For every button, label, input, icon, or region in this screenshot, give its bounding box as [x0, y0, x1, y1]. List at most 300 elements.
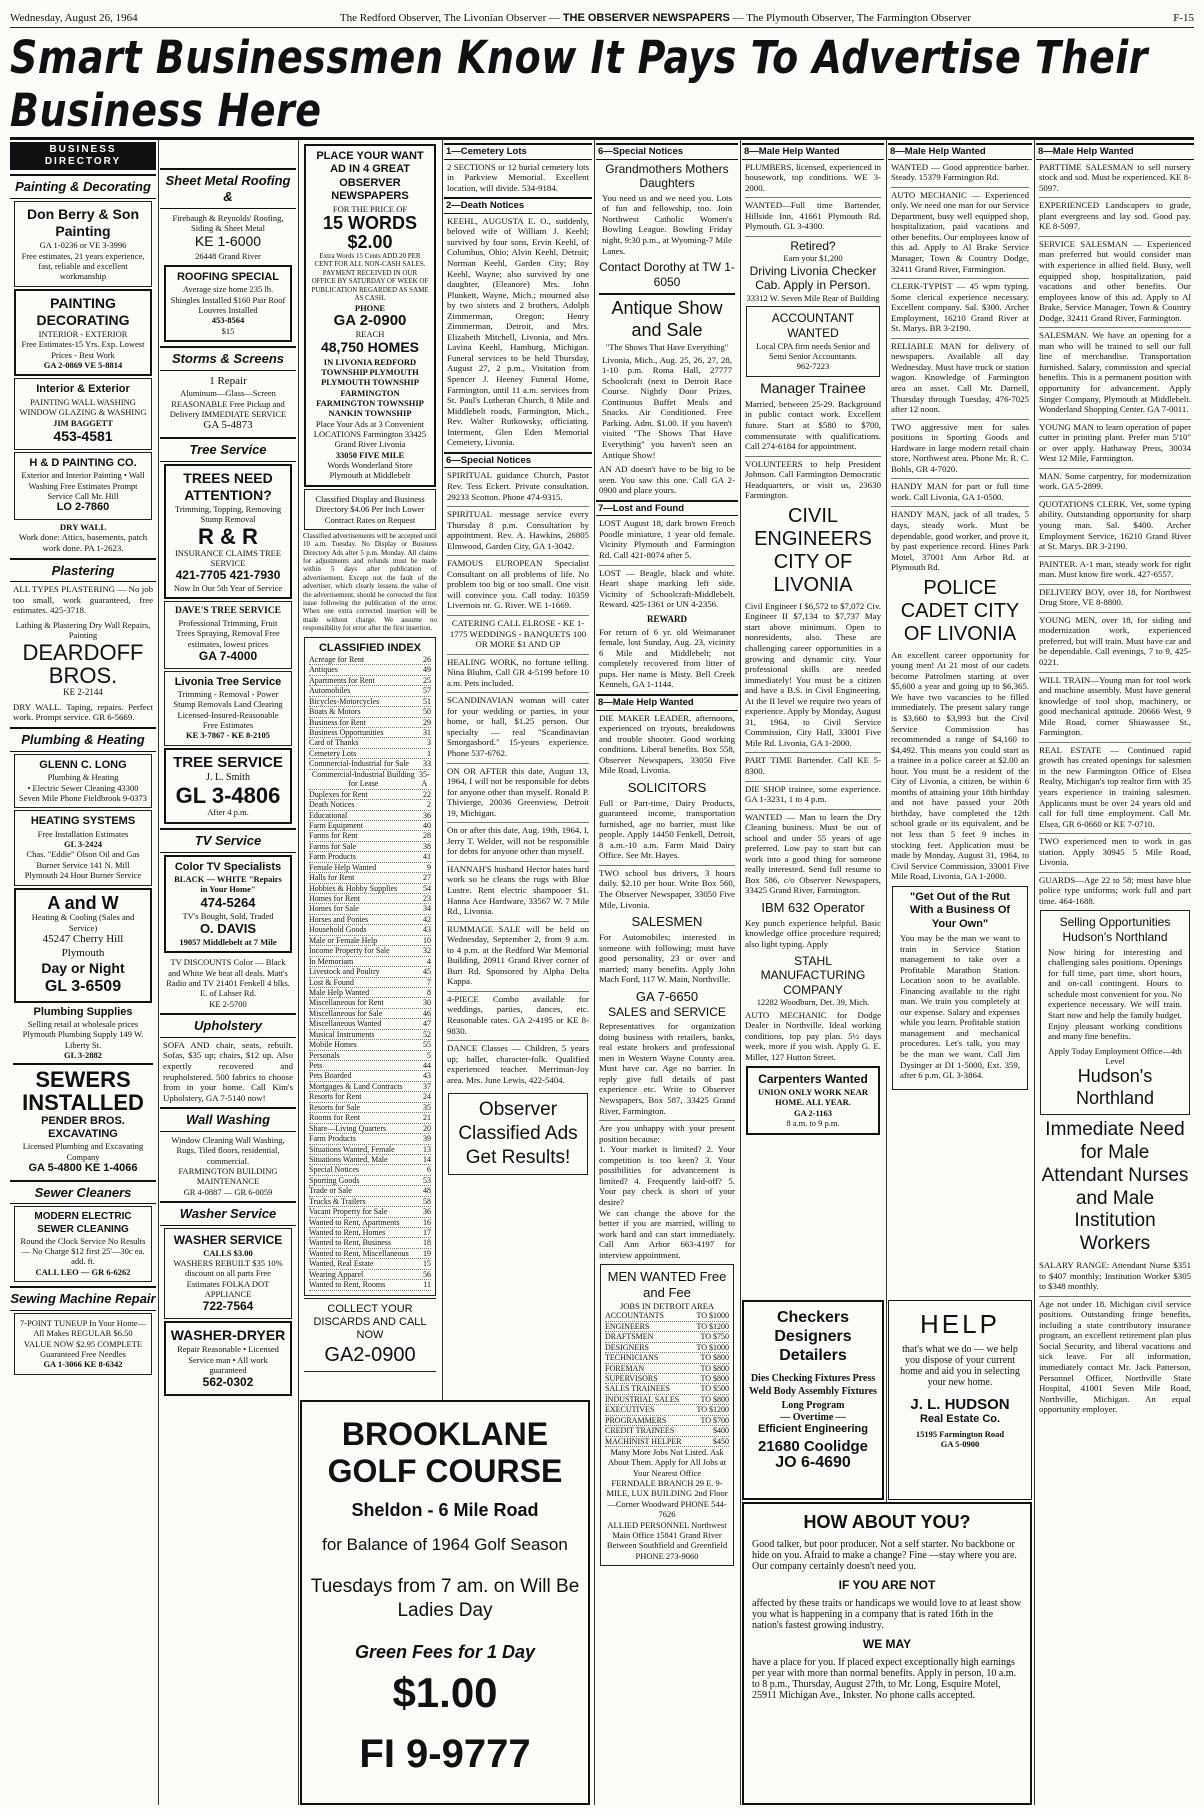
classified-index-row [309, 1165, 431, 1175]
index-category-number: 7 [427, 977, 431, 987]
index-category-number: 48 [423, 1186, 431, 1196]
classified-index-row [309, 852, 431, 862]
classified-index-row [309, 978, 431, 988]
index-category-name: Antiques [309, 665, 338, 675]
column-rule [158, 140, 159, 1805]
classified-index-row [309, 1040, 431, 1050]
index-category-number: 35-A [419, 769, 430, 789]
job-title: PROGRAMMERS [605, 1415, 667, 1425]
index-category-number: 18 [423, 1238, 431, 1248]
index-category-number: 2 [427, 800, 431, 810]
death-notice: KEEHL, AUGUSTA E. O., suddenly, beloved wife of William J. Keehl; survived by four sons, Ervin Keehl, of Columbus, Ohio; Alvin Keehl, Detroit; Norman Keehl, Garden City; Roy Keehl, Wayne; also survived by one daughter, (Eleanore) Mrs. John Plunkett, Wayne, Mich.; mourned also by two sisters and 2 brothers, Adolph Zimmerman, Oregon; Henry Zimmerman, Detroit, and Mrs. Elizabeth Mitchell, Livonia, and Mrs. Lavina Keehl, Hamburg, Michigan. Funeral services to be held Thursday, August 27, 2 p.m., Visitation from Spencer J. Heeney Funeral Home, Farmington, until 11 a.m. services from St. Paul's Lutheran Church, 8 Mile and Middlebelt roads, Farmington, Mich., Rev. Walter Rutkowsky, officiating. Interment, Glen Eden Memorial Cemetery, Livonia. [447, 215, 589, 448]
repair-ad: 1 Repair Aluminum—Glass—Screen REASONABLE Free Pickup and Delivery IMMEDIATE SERVICE GA 5-4873 [169, 374, 287, 432]
index-category-number: 30 [423, 998, 431, 1008]
tree-category: Tree Service [160, 437, 296, 462]
job-row [605, 1353, 729, 1363]
index-category-name: Personals [309, 1050, 340, 1060]
male-help-heading: 8—Male Help Wanted [742, 143, 884, 160]
classified-index-row [309, 821, 431, 831]
die-shop-ad: DIE SHOP trainee, some experience. GA 1-3231, 1 to 4 p.m. [745, 781, 881, 805]
manager-trainee-ad: Married, between 25-29. Background in public contact work. Excellent future. Start at $580 to $700, commensurate with qualifications. Call 274-6184 for appointment. [745, 398, 881, 452]
index-category-number: 41 [423, 852, 431, 862]
healing-ad: HEALING WORK, no fortune telling. Nina Bluhm, Call GR 4-5199 before 10 a.m. Pets included. [447, 654, 589, 689]
delivery-boy-ad: DELIVERY BOY, over 18, for Northwest Drug Store, VE 8-8800. [1039, 584, 1191, 608]
hudson-real-estate-ad: HELP that's what we do — we help you dispose of your current home and aid you in selecting your new home. J. L. HUDSON Real Estate Co. 15195 Farmington Road GA 5-0900 [888, 1300, 1032, 1500]
index-category-number: 56 [423, 1269, 431, 1279]
index-category-name: In Memoriam [309, 956, 354, 966]
heating-systems-ad: HEATING SYSTEMS Free Installation Estimates GL 3-2424 Chas. "Eddie" Olson Oil and Gas Burner Service 141 N. Mill Plymouth 24 Hour Burner Service [14, 810, 152, 885]
index-category-name: Wanted to Rent, Business [309, 1238, 392, 1248]
wall-washing-ad: Window Cleaning Wall Washing, Rugs, Tiled floors, residential, commercial. FARMINGTON BUILDING MAINTENANCE GR 4-0887 — GR 6-0059 [171, 1135, 285, 1197]
handy-man-ad: HANDY MAN for part or full time work. Call Livonia, GA 1-0500. [891, 478, 1029, 502]
index-category-name: Automobiles [309, 686, 351, 696]
drywall-taping-ad: DRY WALL. Taping, repairs. Perfect work. Prompt service. GR 6-5669. [13, 701, 153, 723]
painting-category: Painting & Decorating [10, 174, 156, 199]
classified-index-row [309, 1218, 431, 1228]
classified-index-row [309, 1238, 431, 1248]
banner-headline: Smart Businessmen Know It Pays To Advertise Their Business Here [10, 30, 1149, 137]
index-category-number: 13 [423, 1144, 431, 1154]
dry-wall-ad: DRY WALL Work done: Attics, basements, patch work done. PA 1-2623. [18, 521, 148, 553]
index-category-name: Cemetery Lots [309, 748, 357, 758]
index-category-name: Duplexes for Rent [309, 789, 368, 799]
classified-index-row [309, 1249, 431, 1259]
death-heading: 2—Death Notices [444, 197, 592, 214]
index-category-name: Miscellaneous for Rent [309, 998, 384, 1008]
index-category-name: Horses and Ponies [309, 914, 369, 924]
index-category-name: Boats & Motors [309, 707, 361, 717]
index-category-name: Mobile Homes [309, 1040, 357, 1050]
index-category-name: Wanted to Rent, Apartments [309, 1217, 400, 1227]
deardoff-ad: Lathing & Plastering Dry Wall Repairs, Painting DEARDOFF BROS. KE 2-2144 [15, 620, 151, 697]
job-row [605, 1405, 729, 1415]
police-cadet-ad: An excellent career opportunity for young men! At 21 most of our cadets become Patrolmen starting at over $5,600 a year and going up to $6,365. We have two vacancies to be filled immediately. The present salary range is $3,660 to $3,993 but the Civil Service Commission has recommended a range of $4,160 to $4,492. This means you could start as a trainee in a police career at $2.00 an hour. You must be a resident of the City of Livonia, a citizen, be within 6 months of attaining your 18th birthday and not have passed your 20th birthday, have completed the 12th school grade or its equivalent, and be not less than 5 feet 9 inches in stocking feet. Application must be made by Monday, August 31, 1964, to Civil Service Commission, 33001 Five Mile Road, Livonia, GA 1-2000. [891, 649, 1029, 882]
male-help-heading: 8—Male Help Wanted [1036, 143, 1194, 160]
marathon-ad: "Get Out of the Rut With a Business Of Your Own" You may be the man we want to train in Service Station management to take over a Profitable Marathon Station. Location soon to be available. Financing available to the right man. We train you completely at our expense. Salary and expenses while you learn. Profitable station management and mechanical procedures. Let's talk, you may be the man we want. Call Jim Dysinger at DI 1-5000, Ext. 359, after 6 p.m. GL 3-3864. [892, 886, 1028, 1090]
sewer-category: Sewer Cleaners [10, 1180, 156, 1205]
index-category-name: Situations Wanted, Male [309, 1154, 388, 1164]
washer-category: Washer Service [160, 1201, 296, 1226]
index-category-name: Miscellaneous Wanted [309, 1019, 382, 1029]
classified-index-row [309, 707, 431, 717]
spiritual-ad: SPIRITUAL guidance Church, Pastor Rev. Tess Eckert. Private consultation. 29233 Scotton. Phone 474-9315. [447, 470, 589, 502]
classified-index-row [309, 1186, 431, 1196]
scandinavian-ad: SCANDINAVIAN woman will cater for your wedding or parties, in your home, or hall, $1.25 person. Our specialty — real "Scandinavian Smorgasbord." 15-years experience. Phone 537-6762. [447, 692, 589, 758]
sewers-ad: SEWERS INSTALLED PENDER BROS. EXCAVATING Licensed Plumbing and Excavating Company GA 5-4800 KE 1-4066 [13, 1063, 153, 1175]
classified-index-row [309, 957, 431, 967]
quotations-clerk-ad: QUOTATIONS CLERK. Vet, some typing ability. Outstanding opportunity for sharp young man. Sal. $400. Archer Employment Service, 16210 Grand River at St. Marys. BR 3-2190. [1039, 496, 1191, 552]
apprentice-barber-ad: WANTED — Good apprentice barber. Steady. 15379 Farmington Rd. [891, 161, 1029, 183]
index-category-number: 46 [423, 1008, 431, 1018]
classified-index-row [309, 1270, 431, 1280]
index-category-name: Pets Boarded [309, 1071, 352, 1081]
directory-header: BUSINESS DIRECTORY [10, 142, 156, 170]
checkers-designers-ad: Checkers Designers Detailers Dies Checking Fixtures Press Weld Body Assembly Fixtures Long Program — Overtime — Efficient Engineering 21680 Coolidge JO 6-4690 [742, 1300, 884, 1500]
index-category-name: Rooms for Rent [309, 1113, 361, 1123]
index-category-number: 35 [423, 1102, 431, 1112]
index-category-name: Farms for Sale [309, 841, 357, 851]
index-category-name: Card of Thanks [309, 738, 359, 748]
job-pay: TO $1000 [696, 1342, 729, 1352]
service-salesman-ad: SERVICE SALESMAN — Experienced man preferred but would consider man with experience in allied field. Busy, well equipped shop, hospitalization, paid vacations and other benefits. Our employees know of this ad. Apply to Al Brake, Service Manager, Town & Country Dodge, 32411 Grand River, Farmington. [1039, 236, 1191, 323]
paper-cutter-ad: YOUNG MAN to learn operation of paper cutter in printing plant. Prefer man 5'10" or over apply. Hathaway Press, 30034 West 12 Mile, Farmington. [1039, 419, 1191, 464]
classified-index-row [309, 1061, 431, 1071]
classified-index: CLASSIFIED INDEX Acreage for Rent 26 Antiques 49 Apartments for Rent 25 Automobiles 57 Bicycles-Motorcycles 51 Boats & Motors 50 Business for Rent 29 Business Opportunities 31 Card of Thanks 3 Cemetery Lots 1 Commercial-Industrial for Sale 33 Commercial-Industrial Building for Lease 35-A Duplexes for Rent 22 Death Notices 2 Educational 36 Farm Equipment 40 Farms for Rent 28 Farms for Sale 38 Farm Products 41 Female Help Wanted 9 Halls for Rent 27 Hobbies & Hobby Supplies 54 Homes for Rent 23 Homes for Sale 34 Horses and Ponies 42 Household Goods 43 Male or Female Help 10 Income Property for Sale 32 In Memoriam 4 Livestock and Poultry 45 Lost & Found 7 Male Help Wanted 8 Miscellaneous for Rent 30 Miscellaneous for Sale 46 Miscellaneous Wanted 47 Musical Instruments 52 Mobile Homes 55 Personals 5 Pets 44 Pets Boarded 43 Mortgages & Land Contracts 37 Resorts for Rent 24 Resorts for Sale 35 Rooms for Rent 21 Share—Living Quarters 20 Farm Products 39 Situations Wanted, Female 13 Situations Wanted, Male 14 Special Notices 6 Sporting Goods 53 Trade or Sale 48 Trucks & Trailers 58 Vacant Property for Sale 36 Wanted to Rent, Apartments 16 Wanted to Rent, Homes 17 Wanted to Rent, Business 18 Wanted to Rent, Miscellaneous 19 Wanted, Real Estate 15 Wearing Apparel 56 Wanted to Rent, Rooms 11 [304, 637, 436, 1296]
index-category-number: 14 [423, 1154, 431, 1164]
directory-column [10, 140, 156, 1805]
index-category-number: 21 [423, 1113, 431, 1123]
painting-decorating-ad: PAINTING DECORATING INTERIOR - EXTERIOR Free Estimates-15 Yrs. Exp. Lowest Prices - Best Work GA 2-0869 VE 5-8814 [14, 289, 152, 377]
auto-mechanic-dodge-ad: AUTO MECHANIC for Dodge Dealer in Northville. Ideal working conditions, top pay plan. 5½ days week, more if you wish. Apply G. E. Miller, 127 Hutton Street. [745, 1009, 881, 1062]
index-category-number: 51 [423, 696, 431, 706]
index-category-name: Female Help Wanted [309, 862, 377, 872]
index-category-name: Homes for Rent [309, 894, 361, 904]
job-title: DESIGNERS [605, 1342, 650, 1352]
classified-index-row [309, 1145, 431, 1155]
index-category-number: 4 [427, 956, 431, 966]
index-category-name: Male Help Wanted [309, 987, 370, 997]
issue-date: Wednesday, August 26, 1964 [10, 11, 138, 24]
classified-index-row [309, 1197, 431, 1207]
classified-index-row [309, 728, 431, 738]
job-pay: TO $1200 [696, 1321, 729, 1331]
salesmen-ad: For Automobiles; interested in someone with following; must have good personality, 23 or over and married; many benefits. Apply John Mach Ford, 117 W. Main, Northville. [599, 931, 735, 985]
index-category-name: Farm Products [309, 1134, 356, 1144]
classified-index-row [309, 1019, 431, 1029]
index-category-number: 10 [423, 935, 431, 945]
column-rule [740, 140, 741, 1805]
index-category-number: 6 [427, 1165, 431, 1175]
classified-index-row [309, 1207, 431, 1217]
index-category-name: Mortgages & Land Contracts [309, 1081, 403, 1091]
index-category-number: 8 [427, 987, 431, 997]
combo-ad: 4-PIECE Combo available for weddings, parties, dances, etc. Reasonable rates. GA 2-4195 or KE 8-9830. [447, 991, 589, 1036]
dry-cleaning-ad: WANTED — Man to learn the Dry Cleaning business. Must be out of school and under 55 years of age preferred. Low pay to start but can work into a good thing for someone really interested. Send full resume to Box 586, c/o Observer Newspapers, 33425 Grand River, Farmington. [745, 809, 881, 896]
job-title: CREDIT TRAINEES [605, 1426, 675, 1436]
upholstery-ad: SOFA AND chair, seats, rebuilt. Sofas, $35 up; chairs, $12 up. Also expertly recovered and reupholstered. 500 fabrics to choose from in your home. Call Kim's Upholstery, GA 7-5140 now! [163, 1039, 293, 1103]
masthead-papers: The Redford Observer, The Livonian Observer — THE OBSERVER NEWSPAPERS — The Plymouth Observer, The Farmington Observer [339, 11, 972, 24]
singer-salesman-ad: SALESMAN. We have an opening for a man who will be trained to sell our full line of merchandise. Transportation furnished. Salary, commission and special benefits. This is a permanent position with opportunity for advancement. Apply Singer Company, Plymouth at Middlebelt. Wonderland Shopping Center. GA 7-0011. [1039, 327, 1191, 414]
landscapers-ad: EXPERIENCED Landscapers to grade, plant evergreens and lay sod. Good pay. KE 8-5097. [1039, 197, 1191, 232]
index-category-name: Farm Products [309, 852, 356, 862]
job-row [605, 1343, 729, 1353]
classified-index-row [309, 946, 431, 956]
color-tv-ad: Color TV Specialists BLACK — WHITE "Repairs in Your Home" 474-5264 TV's Bought, Sold, Traded O. DAVIS 19057 Middlebelt at 7 Mile [164, 855, 292, 954]
job-row [605, 1332, 729, 1342]
column-rule [298, 140, 299, 1805]
index-category-number: 9 [427, 862, 431, 872]
index-category-number: 37 [423, 1081, 431, 1091]
male-help-heading: 8—Male Help Wanted [596, 694, 738, 711]
a-and-w-ad: A and W Heating & Cooling (Sales and Service) 45247 Cherry Hill Plymouth Day or Night GL 3-6509 [14, 888, 152, 1003]
tv-category: TV Service [160, 828, 296, 853]
index-category-name: Situations Wanted, Female [309, 1144, 395, 1154]
index-category-number: 36 [423, 1207, 431, 1217]
index-category-number: 36 [423, 810, 431, 820]
handy-man-ad-2: HANDY MAN, jack of all trades, 5 days, steady work. Must be dependable, good worker, and prove it, by past experience record. Hines Park Motel, 37001 Ann Arbor Rd. at Plymouth Rd. [891, 506, 1029, 572]
job-title: SALES TRAINEES [605, 1384, 670, 1394]
job-pay: TO $800 [700, 1394, 729, 1404]
job-title: INDUSTRIAL SALES [605, 1394, 680, 1404]
index-category-name: Wanted to Rent, Rooms [309, 1280, 386, 1290]
reward-heading: REWARD [646, 613, 687, 624]
classified-index-row [309, 811, 431, 821]
index-category-number: 27 [423, 873, 431, 883]
index-category-name: Homes for Sale [309, 904, 359, 914]
classified-index-row [309, 1155, 431, 1165]
lost-poodle-ad: LOST August 18, dark brown French Poodle miniature, 1 year old female. Vicinity Plymouth and Farmington Rd. Call 421-8074 after 5. [599, 518, 735, 560]
male-help-column-3 [1036, 140, 1194, 1805]
index-category-number: 11 [423, 1280, 431, 1290]
special-notices-column [596, 140, 738, 1805]
job-title: MACHINIST HELPER [605, 1436, 682, 1446]
job-row [605, 1364, 729, 1374]
accountant-ad: ACCOUNTANT WANTED Local CPA firm needs Senior and Semi Senior Accountants. 962-7223 [746, 306, 880, 376]
index-category-name: Sporting Goods [309, 1175, 360, 1185]
index-category-number: 55 [423, 1040, 431, 1050]
catering-ad: CATERING CALL ELROSE - KE 1-1775 WEDDINGS - BANQUETS 100 OR MORE $1 AND UP [447, 615, 589, 650]
observer-classified-ad: Observer Classified Ads Get Results! [448, 1093, 588, 1174]
sheet-metal-category: Sheet Metal Roofing & [160, 168, 296, 209]
index-category-name: Special Notices [309, 1165, 359, 1175]
classified-index-row [309, 1092, 431, 1102]
index-category-name: Miscellaneous for Sale [309, 1008, 383, 1018]
guards-ad: GUARDS—Age 22 to 58; must have blue police type uniforms; work full and part time. 464-1688. [1039, 872, 1191, 907]
plumbers-ad: PLUMBERS, licensed, experienced in housework, top conditions. WE 3-2000. [745, 161, 881, 193]
reward-ad: For return of 6 yr. old Weimaraner female, lost Sunday, Aug. 23, vicinity 6 Mile and Middlebelt; not completely recovered from litter of pups. Her name is Misty. Bell Creek Kennels, GA 1-1144. [599, 626, 735, 690]
attendant-nurses-heading: Immediate Need for Male Attendant Nurses and Male Institution Workers [1041, 1119, 1189, 1255]
will-train-ad: WILL TRAIN—Young man for tool work and machine assembly. Must have general knowledge of tool shop, machinery, or good mechanical aptitude. 20666 West, 9 Mile Road, corner Shiawassee St., Farmington. [1039, 672, 1191, 738]
index-category-number: 3 [427, 738, 431, 748]
classified-index-row [309, 749, 431, 759]
cemetery-ad: 2 SECTIONS or 12 burial cemetery lots in Parkview Memorial. Excellent location, will divide. 534-9184. [447, 161, 589, 193]
grandmothers-ad: Grandmothers Mothers Daughters You need us and we need you. Lots of fun and fellowship, too. Join Northwest Catholic Women's Bowling League. Bowling Friday night, 9:30 p.m., at Wyoming-7 Mile Lanes. Contact Dorothy at TW 1-6050 [599, 161, 735, 289]
sewing-category: Sewing Machine Repair [10, 1286, 156, 1311]
job-row [605, 1416, 729, 1426]
index-category-name: Death Notices [309, 800, 355, 810]
index-category-name: Acreage for Rent [309, 654, 365, 664]
index-category-name: Halls for Rent [309, 873, 355, 883]
index-category-number: 15 [423, 1259, 431, 1269]
index-category-number: 43 [423, 1071, 431, 1081]
die-maker-ad: DIE MAKER LEADER, afternoons, experienced on tryouts, breakdowns and trouble shooter. Good working conditions. Liberal benefits. Box 558, Observer Newspapers, 33050 Five Mile Road, Livonia. [599, 712, 735, 776]
index-category-number: 50 [423, 707, 431, 717]
tuneup-ad: 7-POINT TUNEUP In Your Home—All Makes REGULAR $6.50 VALUE NOW $2.95 COMPLETE Guaranteed Free Needles GA 1-3066 KE 8-6342 [14, 1313, 152, 1375]
plastering-ad: ALL TYPES PLASTERING — No job too small, work guaranteed, free estimates. 425-3718. [13, 584, 153, 616]
salary-range-ad: SALARY RANGE: Attendant Nurse $351 to $407 monthly; Institution Worker $305 to $348 monthly. [1039, 1260, 1191, 1292]
salesmen-heading: SALESMEN [631, 914, 703, 930]
salesmen-phone: GA 7-6650 [635, 988, 699, 1004]
rates-box: PLACE YOUR WANT AD IN 4 GREAT OBSERVER NEWSPAPERS FOR THE PRICE OF 15 WORDS $2.00 Extra Words 15 Cents ADD 20 PER CENT FOR ALL NON-CASH SALES. PAYMENT RECEIVED IN OUR OFFICE BY SATURDAY OF WEEK OF PUBLICATION REGARDED AS SAME AS CASH. PHONE GA 2-0900 REACH 48,750 HOMES IN LIVONIA REDFORD TOWNSHIP PLYMOUTH PLYMOUTH TOWNSHIP FARMINGTON FARMINGTON TOWNSHIP NANKIN TOWNSHIP Place Your Ads at 3 Convenient LOCATIONS Farmington 33425 Grand River Livonia 33050 FIVE MILE Words Wonderland Store Plymouth at Middlebelt [304, 144, 436, 487]
index-category-number: 16 [423, 1217, 431, 1227]
ad-policy: Classified advertisements will be accepted until 10 a.m. Tuesday. No Display or Business Directory Ads after 5 p.m. Monday. All claims for adjustments and refunds must be made within 5 days after publication of advertisement. Except not the fault of the advertiser, which clearly lessens the value of the advertisement, should be corrected the first issue following the publication of the error. When one extra corrected insertion will be made without charge. We assume no responsibility for error after the first insertion. [303, 531, 437, 633]
reliable-man-ad: RELIABLE MAN for delivery of newspapers. Available all day Wednesday. Must have truck or station wagon. Knowledge of Farmington area an asset. Call Mr. Darnell, Thursday through Tuesday, 476-7025 after 12 noon. [891, 338, 1029, 415]
job-title: SUPERVISORS [605, 1373, 658, 1383]
job-pay: $400 [713, 1426, 729, 1436]
index-category-number: 44 [423, 1061, 431, 1071]
checker-cab-ad: Retired? Earn your $1,200 Driving Livonia Checker Cab. Apply in Person. 33312 W. Seven Mile Rear of Building [745, 236, 881, 304]
lost-found-heading: 7—Lost and Found [596, 500, 738, 517]
index-category-number: 47 [423, 1019, 431, 1029]
index-category-name: Male or Female Help [309, 935, 378, 945]
classified-index-row [309, 925, 431, 935]
classified-index-row [309, 894, 431, 904]
washer-service-ad: WASHER SERVICE CALLS $3.00 WASHERS REBUILT $35 10% discount on all parts Free Estimates FOLKA DOT APPLIANCE 722-7564 [164, 1228, 292, 1319]
roofing-special-ad: ROOFING SPECIAL Average size home 235 lb. Shingles Installed $160 Pair Roof Louvres Installed 453-8564 $15 [164, 265, 292, 342]
job-pay: $450 [713, 1436, 729, 1446]
part-time-bartender-ad: PART TIME Bartender. Call KE 5-8300. [745, 752, 881, 776]
job-title: EXECUTIVES [605, 1405, 655, 1415]
job-row [605, 1437, 729, 1447]
classified-index-row [309, 686, 431, 696]
don-berry-ad: Don Berry & Son Painting GA 1-0236 or VE 3-3996 Free estimates, 21 years experience, fast, reliable and excellent workmanship [14, 201, 152, 287]
index-category-name: Vacant Property for Sale [309, 1207, 388, 1217]
index-category-name: Musical Instruments [309, 1029, 375, 1039]
index-category-name: Commercial-Industrial Building for Lease [311, 769, 415, 789]
index-category-name: Resorts for Rent [309, 1092, 362, 1102]
plumbing-supplies-ad: Plumbing Supplies Selling retail at wholesale prices Plymouth Plumbing Supply 149 W. Liberty St. GL 3-2882 [22, 1005, 144, 1061]
clerk-typist-ad: CLERK-TYPIST — 45 wpm typing. Some clerical experience necessary. Excellent company. Sal. $300. Archer Employment, 16210 Grand River at St. Marys. BR 3-2190. [891, 278, 1029, 334]
index-category-name: Apartments for Rent [309, 675, 375, 685]
bartender-ad: WANTED—Full time Bartender, Hillside Inn, 41661 Plymouth Rd. Plymouth. GL 3-4300. [745, 197, 881, 232]
carpentry-ad: MAN. Some carpentry, for modernization work. GA 5-2899. [1039, 468, 1191, 492]
solicitors-heading: SOLICITORS [627, 779, 707, 795]
index-category-name: Business Opportunities [309, 728, 384, 738]
job-row [605, 1311, 729, 1321]
rr-tree-ad: TREES NEED ATTENTION? Trimming, Topping, Removing Stump Removal R & R INSURANCE CLAIMS TREE SERVICE 421-7705 421-7930 Now In Our 5th Year of Service [164, 464, 292, 600]
classified-index-row [309, 1103, 431, 1113]
smith-tree-ad: TREE SERVICE J. L. Smith GL 3-4806 After 4 p.m. [164, 748, 292, 824]
classified-index-row [309, 1124, 431, 1134]
gas-station-ad: TWO experienced men to work in gas station. Apply 30945 5 Mile Road, Livonia. [1039, 833, 1191, 868]
real-estate-ad: REAL ESTATE — Continued rapid growth has created openings for salesmen in the new Farmington Office of Elsea Realty, Michigan's top realtor firm with 35 years experience in training salesmen. Applicants must be over 24 years old and call for full time employment. Call Mr. Elsea, GR 6-0660 or KE 7-0710. [1039, 742, 1191, 829]
job-pay: TO $800 [700, 1353, 729, 1363]
index-category-number: 5 [427, 1050, 431, 1060]
ibm-heading: IBM 632 Operator [761, 900, 865, 915]
index-category-name: Wanted to Rent, Miscellaneous [309, 1248, 409, 1258]
an-ad-ad: AN AD doesn't have to be big to be seen. You saw this one. Call GA 2-0900 and place yours. [599, 464, 735, 496]
classified-index-row [309, 1280, 431, 1290]
brooklane-golf-ad: BROOKLANE GOLF COURSE Sheldon - 6 Mile Road for Balance of 1964 Golf Season Tuesdays from 7 am. on Will Be Ladies Day Green Fees for 1 Day $1.00 FI 9-9777 [300, 1400, 590, 1805]
job-title: ACCOUNTANTS [605, 1311, 664, 1321]
antique-show-ad: Antique Show and Sale "The Shows That Have Everything" Livonia, Mich., Aug. 25, 26, 27, 28, 1-10 p.m. Roma Hall, 27777 Schoolcraft (next to Detroit Race Course. Nightly Door Prizes. Continuous Buffet Meals and Snacks. Air Conditioned. Free Parking. Adm. $1.00. If you haven't visited "The Shows That Have Everything" you haven't seen an Antique Show! [599, 293, 735, 460]
index-category-number: 32 [423, 946, 431, 956]
index-category-number: 25 [423, 675, 431, 685]
classified-index-row [309, 1051, 431, 1061]
index-category-number: 54 [423, 883, 431, 893]
classified-index-row [309, 863, 431, 873]
index-category-name: Share—Living Quarters [309, 1123, 387, 1133]
sporting-goods-ad: TWO aggressive men for sales positions in Sporting Goods and Hardware in large modern retail chain store, Northwest area. Phone Mr. R. C. Bohls, GR 4-7020. [891, 419, 1029, 475]
job-pay: TO $1200 [696, 1405, 729, 1415]
index-category-number: 42 [423, 914, 431, 924]
job-pay: TO $750 [700, 1332, 729, 1342]
plumbing-category: Plumbing & Heating [10, 727, 156, 752]
job-pay: TO $800 [700, 1363, 729, 1373]
classified-index-row [309, 1259, 431, 1269]
plastering-category: Plastering [10, 558, 156, 583]
index-category-number: 43 [423, 925, 431, 935]
index-category-number: 45 [423, 967, 431, 977]
index-category-name: Wearing Apparel [309, 1269, 364, 1279]
classified-index-row [309, 988, 431, 998]
index-category-number: 19 [423, 1248, 431, 1258]
directory-column-2 [160, 140, 296, 1805]
job-pay: TO $1000 [696, 1311, 729, 1321]
index-category-number: 33 [423, 759, 431, 769]
index-category-number: 17 [423, 1228, 431, 1238]
index-category-name: Resorts for Sale [309, 1102, 361, 1112]
debts-notice: ON OR AFTER this date, August 13, 1964, I will not be responsible for debts for anyone other than myself. Ronald P. Thivierge, 20036 Greenview, Detroit 19, Michigan. [447, 763, 589, 819]
index-category-name: Lost & Found [309, 977, 354, 987]
index-category-number: 52 [423, 1029, 431, 1039]
hudsons-northland-ad: Selling Opportunities Hudson's Northland Now hiring for interesting and challenging sales positions. Openings for full time, part time, short hours, and on-call contingent. Hours to schedule most convenient for you. No experience necessary. We will train. Start now and help the family budget. Enjoy pleasant working conditions and many fine benefits. Apply Today Employment Office—4th Level Hudson's Northland [1040, 910, 1190, 1115]
classified-index-row [309, 936, 431, 946]
job-title: FOREMAN [605, 1363, 645, 1373]
banner [10, 30, 1194, 140]
nursery-salesman-ad: PARTTIME SALESMAN to sell nursery stock and sod. Must be experienced. KE 8-5097. [1039, 161, 1191, 193]
classified-index-row [309, 655, 431, 665]
index-category-name: Trucks & Trailers [309, 1196, 366, 1206]
index-category-name: Income Property for Sale [309, 946, 390, 956]
job-row [605, 1395, 729, 1405]
job-title: TECHNICIANS [605, 1353, 659, 1363]
collect-discards-ad: COLLECT YOUR DISCARDS AND CALL NOW GA2-0900 [304, 1298, 436, 1373]
index-category-name: Household Goods [309, 925, 367, 935]
special-notices-heading: 6—Special Notices [596, 143, 738, 160]
classified-index-row [309, 665, 431, 675]
firebaugh-ad: Firebaugh & Reynolds' Roofing, Siding & Sheet Metal KE 1-6000 26448 Grand River [172, 212, 284, 261]
classified-index-row [309, 1228, 431, 1238]
masthead [10, 8, 1194, 28]
men-wanted-ad: MEN WANTED Free and Fee JOBS IN DETROIT AREA ACCOUNTANTS TO $1000 ENGINEERS TO $1200 DRAFTSMEN TO $750 DESIGNERS TO $1000 TECHNICIANS TO $800 FOREMAN TO $800 SUPERVISORS TO $800 SALES TRAINEES TO $500 INDUSTRIAL SALES TO $800 EXECUTIVES TO $1200 PROGRAMMERS TO $700 CREDIT TRAINEES $400 MACHINIST HELPER $450 Many More Jobs Not Listed. Ask About Them. Apply for All Jobs at Your Nearest Office FERNDALE BRANCH 29 E. 9-MILE, LUX BUILDING 2nd Floor—Corner Woodward PHONE 544-7626 ALLIED PERSONNEL Northwest Main Office 15841 Grand River Between Southfield and Greenfield PHONE 273-9060 [600, 1264, 734, 1566]
index-category-name: Trade or Sale [309, 1186, 352, 1196]
washer-dryer-ad: WASHER-DRYER Repair Reasonable • Licensed Service man • All work guaranteed 562-0302 [164, 1321, 292, 1396]
classified-index-row [309, 873, 431, 883]
index-category-name: Pets [309, 1061, 323, 1071]
job-row [605, 1384, 729, 1394]
index-category-number: 26 [423, 654, 431, 664]
job-pay: TO $500 [700, 1384, 729, 1394]
civil-engineers-ad: Civil Engineer I $6,572 to $7,072 Civ. Engineer II $7,134 to $7,737 May start above minimum. Open to nonresidents, also. These are challenging career opportunities in a growing and dynamic city. Your professional skills are needed immediately! You must be a citizen and have a B.S. in Civil Engineering. At the II level we require two years of experience. Apply by Monday, August 31, 1964, to Civil Service Commission, City Hall, 33001 Five Mile Rd. Livonia, GA 1-2000. [745, 600, 881, 748]
classified-index-row [309, 759, 431, 769]
classified-index-list [309, 655, 431, 1291]
sales-service-heading: SALES and SERVICE [608, 1004, 726, 1019]
job-row [605, 1374, 729, 1384]
cemetery-heading: 1—Cemetery Lots [444, 143, 592, 160]
job-row [605, 1426, 729, 1436]
classified-index-row [309, 842, 431, 852]
police-cadet-heading: POLICE CADET CITY OF LIVONIA [900, 576, 1020, 645]
daves-tree-ad: DAVE'S TREE SERVICE Professional Trimming, Fruit Trees Spraying, Removal Free estimates, lowest prices GA 7-4000 [164, 601, 292, 668]
display-rates-box: Classified Display and Business Directory $4.06 Per Inch Lower Contract Rates on Request [304, 489, 436, 530]
ibm-ad: Key punch experience helpful. Basic knowledge office procedure required; also light typing. Apply [745, 917, 881, 949]
index-category-number: 38 [423, 841, 431, 851]
dance-ad: DANCE Classes — Children, 5 years up; ballet, character-folk. Qualified experienced teacher. Merriman-Joy area. Mrs. June Lewis, 422-5404. [447, 1040, 589, 1085]
index-category-name: Business for Rent [309, 717, 366, 727]
classified-index-row [309, 1176, 431, 1186]
storms-category: Storms & Screens [160, 346, 296, 371]
hd-painting-ad: H & D PAINTING CO. Exterior and Interior Painting • Wall Washing Free Estimates Prompt Service Call Mr. Hill LO 2-7860 [14, 452, 152, 520]
index-category-number: 34 [423, 904, 431, 914]
painter-ad: PAINTER. A-1 man, steady work for right man. Must know fire work. 427-6557. [1039, 556, 1191, 580]
index-category-name: Farms for Rent [309, 831, 358, 841]
stahl-address: 12282 Woodburn, Det. 39, Mich. [756, 997, 870, 1008]
index-category-number: 49 [423, 665, 431, 675]
classified-index-row [309, 1134, 431, 1144]
index-category-number: 1 [427, 748, 431, 758]
classified-index-row [309, 790, 431, 800]
